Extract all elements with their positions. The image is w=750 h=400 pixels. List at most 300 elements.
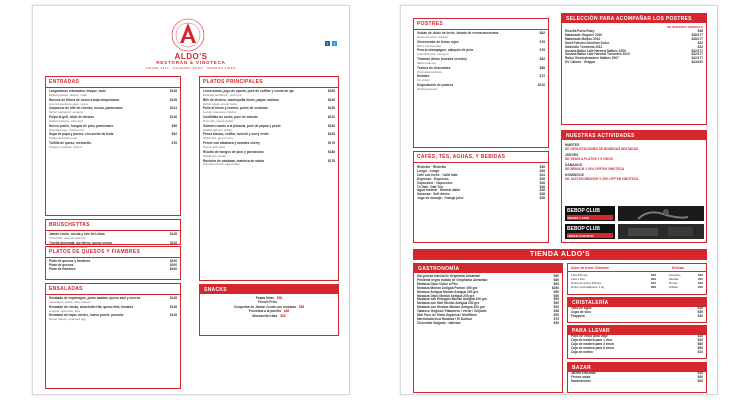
gastronomia-section xyxy=(413,263,563,393)
deli-cell: Zplitter xyxy=(669,285,679,289)
item-price: $78 xyxy=(539,39,545,44)
item-name: Espresso · Espresso xyxy=(417,176,449,181)
menu-item xyxy=(200,160,338,168)
deli-header-1: Dulce de leche Chimbote xyxy=(571,265,609,270)
item-name: Volcán de dulce de leche, helado de crema americana xyxy=(417,31,499,35)
seleccion-list xyxy=(562,30,706,65)
item-name: Pack de vinos para viaje xyxy=(571,334,608,338)
seleccion-title: SELECCIÓN PARA ACOMPAÑAR LOS POSTRES xyxy=(562,14,706,23)
item-name: Jarrito enlozado xyxy=(571,371,596,375)
tienda-title: TIENDA ALDO'S xyxy=(413,249,707,260)
item-name: Mermelada Inca Huatuax / El Dulfour xyxy=(417,316,473,321)
menu-item xyxy=(46,268,180,272)
bebop-sub-2: UNIQUE ACOUSTIC xyxy=(567,233,613,238)
item-price: $148 xyxy=(169,115,177,120)
menu-item xyxy=(46,233,180,241)
item-price: $92 xyxy=(171,132,177,137)
item-name: Capuccino · Capuccino xyxy=(417,180,453,185)
item-price: $200 xyxy=(169,262,177,267)
snack-price: $58 xyxy=(276,296,283,300)
menu-page-desserts-shop xyxy=(400,5,718,395)
menu-item xyxy=(46,142,180,150)
llevar-title: PARA LLEVAR xyxy=(568,326,706,335)
deli-section xyxy=(567,263,707,295)
item-name: Sacacorchos xyxy=(571,378,591,383)
activity-text: DE JAZZ EN BRUNCH Y 20% OFF EN VINOTECA xyxy=(565,177,639,181)
item-price: $248 xyxy=(327,97,335,102)
item-price: $32 xyxy=(697,40,703,45)
item-price: $128 xyxy=(169,97,177,102)
item-description: Penne with basil xyxy=(203,145,225,150)
quesos-list xyxy=(46,258,180,272)
snack-price: $88 xyxy=(280,313,286,318)
item-price: $98 xyxy=(171,123,177,128)
item-price: $38 xyxy=(539,168,545,173)
item-price: $210 xyxy=(327,115,335,120)
item-name: Pera al champagne, sabayón de pera xyxy=(417,48,473,53)
bruschettas-title: BRUSCHETTAS xyxy=(46,220,180,231)
item-name: Mostaza Dijon Dulce a Pitu xyxy=(417,281,458,286)
item-price: $30 xyxy=(697,306,703,310)
snacks-title: SNACKS xyxy=(200,285,338,294)
deli-cell: Lata 1 kilo xyxy=(571,277,585,281)
item-price: $38 xyxy=(539,184,545,189)
item-name: Cheesecake de frutos rojos xyxy=(417,39,459,44)
item-price: $178 xyxy=(327,141,335,146)
item-price: $32/177 xyxy=(691,52,703,57)
bebop-logo-2 xyxy=(565,224,615,239)
menu-item xyxy=(46,116,180,124)
item-price: $128 xyxy=(169,313,177,318)
item-name: Copa de vino xyxy=(571,309,592,314)
menu-item xyxy=(414,49,548,57)
menu-item xyxy=(562,61,706,65)
item-price: $30 xyxy=(697,371,703,375)
ensaladas-list xyxy=(46,295,180,322)
deli-cell: $56 xyxy=(697,273,703,277)
menu-item xyxy=(200,151,338,159)
item-name: Mostaza con Estragón Morían Antigua 200 grs xyxy=(417,297,487,302)
item-description: Sirloin steak, lemon butter xyxy=(203,101,238,106)
menu-item xyxy=(46,125,180,133)
item-price: $148 xyxy=(169,89,177,93)
item-name: Ristretto · Ristretto xyxy=(417,165,447,169)
deli-header-2: Delicias xyxy=(671,265,685,270)
deli-cell: Grandes xyxy=(669,273,681,277)
postres-list xyxy=(414,30,548,92)
item-description: Roasted tenderloin, porto jus xyxy=(203,92,242,97)
item-name: Malamado Vioguier 2010 xyxy=(565,32,603,37)
item-name: Ravioles de calabaza, manteca de salvia xyxy=(203,158,264,163)
item-price: $128 xyxy=(169,232,177,236)
item-name: Salentein Tormenta 2011 xyxy=(565,44,603,49)
menu-item xyxy=(414,67,548,75)
item-price: $90 xyxy=(553,305,559,310)
activity-day: SÁBADOS xyxy=(565,163,582,167)
item-name: Ensalada de rúcula, alcachofa frita, queso feta, tomates xyxy=(49,304,134,309)
item-price: $38 xyxy=(697,29,703,33)
cafes-title: CAFÉS, TÉS, AGUAS, Y BEBIDAS xyxy=(414,152,548,163)
snack-name: Mozzarella fritas xyxy=(252,313,278,318)
menu-item xyxy=(568,351,706,355)
item-price: $138 xyxy=(169,304,177,309)
item-price: $20 xyxy=(697,334,703,338)
item-price: $38 xyxy=(539,188,545,193)
item-price: $60 xyxy=(697,374,703,379)
item-price: $38 xyxy=(539,165,545,169)
menu-item xyxy=(200,133,338,141)
item-price: $48 xyxy=(553,309,559,314)
gastronomia-list xyxy=(414,273,562,326)
item-price: $228 xyxy=(327,132,335,137)
brand-info: DESDE 1974 · PALERMO SOHO · BUENOS AIRES xyxy=(146,66,236,70)
menu-item xyxy=(200,90,338,98)
cafes-list xyxy=(414,163,548,201)
cristaleria-list xyxy=(568,307,706,319)
deli-cell: $96 xyxy=(651,277,657,281)
item-price: $80 xyxy=(697,345,703,350)
item-price: $32 xyxy=(697,44,703,49)
item-description: Asparagus, pears, blue cheese xyxy=(49,299,91,304)
item-price: $32/177 xyxy=(691,56,703,61)
item-name: Café con leche · Caffe latte xyxy=(417,172,458,177)
activity-item xyxy=(565,163,703,171)
item-name: Miel Puro de Sidra Orgánica / Multiflora xyxy=(417,313,477,318)
item-price: $90 xyxy=(553,320,559,325)
bazar-title: BAZAR xyxy=(568,363,706,372)
item-description: Grilled prawns, bisque, mole xyxy=(49,92,87,97)
item-price: $198 xyxy=(327,106,335,111)
item-price: $188 xyxy=(327,149,335,154)
item-name: Caja de cartón xyxy=(571,349,593,354)
item-description: Grilled octopus, citric aioli xyxy=(49,118,84,123)
social-links xyxy=(325,41,337,46)
llevar-section xyxy=(567,325,707,359)
menu-item xyxy=(568,380,706,384)
item-description: Ice cream xyxy=(417,78,431,83)
item-name: Pesca blanca, coliflor, brócoli y curry verde xyxy=(203,132,269,137)
bazar-section xyxy=(567,362,707,393)
brand-subtitle: RESTORAN & VINOTECA xyxy=(156,60,226,65)
item-price: $90 xyxy=(553,301,559,306)
deli-cell: Rocas xyxy=(669,281,678,285)
item-description: Prosciutto, arugula and brie xyxy=(49,235,86,240)
item-name: Mostaza con Hierbas Morían Antigua 200 grs xyxy=(417,305,485,310)
item-name: Lungo · Lungo xyxy=(417,168,440,173)
menu-item xyxy=(414,58,548,66)
item-price: $60 xyxy=(697,341,703,346)
menu-item xyxy=(568,315,706,319)
menu-item xyxy=(414,197,548,201)
item-name: Salmón rosado a la plancha, puré de papas y pesto xyxy=(203,123,281,128)
snack-name: French Fries xyxy=(257,300,278,305)
item-name: Costillitas de cerdo, puré de camote xyxy=(203,115,258,120)
deli-cell: $68 xyxy=(651,285,657,289)
menu-item xyxy=(414,41,548,49)
item-name: Saint Felicien Semillon Dulce xyxy=(565,40,610,45)
principales-section xyxy=(199,76,339,281)
item-price: $50 xyxy=(697,309,703,314)
item-price: $88 xyxy=(539,65,545,70)
item-name: Frappera xyxy=(571,313,585,318)
menu-item xyxy=(46,306,180,314)
activity-item xyxy=(565,173,703,181)
item-price: $178 xyxy=(327,158,335,163)
item-price: $78 xyxy=(539,48,545,53)
bazar-list xyxy=(568,372,706,384)
item-name: Caja de madera para 3 vinos xyxy=(571,341,615,346)
item-price: $114 xyxy=(170,106,177,111)
item-description: Tasting dessert xyxy=(417,87,438,92)
bebop-photo-2 xyxy=(618,224,704,239)
item-price: $38 xyxy=(539,176,545,181)
deli-cell: $56 xyxy=(651,273,657,277)
activity-day: JUEVES xyxy=(565,153,579,157)
item-name: Vaso de agua xyxy=(571,306,592,310)
item-description: Berry cheesecake xyxy=(417,43,442,48)
item-name: Plato de quesos y fiambres xyxy=(49,259,91,263)
item-name: Textura de chocolates xyxy=(417,65,451,70)
item-price: $90 xyxy=(553,313,559,318)
item-name: Malamado Malbec 2010 xyxy=(565,36,601,41)
item-name: Tortilla de queso, membrillo xyxy=(49,141,92,146)
item-price: $160 xyxy=(169,266,177,271)
item-name: Sal gruesa marina Ile Grapharia Almantari xyxy=(417,274,481,278)
twitter-icon[interactable]: t xyxy=(333,41,336,46)
item-name: Bife de chorizo, mantequilla limón, papas rústicas xyxy=(203,97,279,102)
seleccion-section xyxy=(561,13,707,125)
activity-item xyxy=(565,153,703,161)
entradas-section xyxy=(45,76,181,216)
menu-item xyxy=(414,32,548,40)
item-price: $90 xyxy=(553,297,559,302)
item-description: Pork ribs, sweet potato xyxy=(203,118,234,123)
menu-item xyxy=(414,84,548,92)
item-name: Ensalada de espárragos, peras asadas, queso azul y nueces xyxy=(49,296,141,300)
item-price: $72 xyxy=(539,74,545,79)
bebop-sub-1: MOVIDA Y JAZZ xyxy=(567,215,613,220)
item-name: Langostinos rebozados, bisque, mole xyxy=(49,89,107,93)
cafes-section xyxy=(413,151,549,243)
item-price: $118 xyxy=(170,240,177,245)
deli-cell: Lata 500 grs xyxy=(571,273,588,277)
menu-item xyxy=(46,314,180,322)
entradas-title: ENTRADAS xyxy=(46,77,180,88)
item-price: $38 xyxy=(539,192,545,197)
menu-item xyxy=(46,297,180,305)
snack-name: Papas fritas xyxy=(255,296,274,300)
snack-item xyxy=(200,314,338,318)
item-price: $60 xyxy=(553,274,559,278)
activity-day: MARTES xyxy=(565,143,580,147)
menu-item xyxy=(200,116,338,124)
item-price: $90 xyxy=(553,293,559,298)
item-description: Grilled salmon, potato xyxy=(203,127,233,132)
item-description: Dulce de leche volcano xyxy=(417,34,449,39)
deli-cell: $52 xyxy=(697,277,703,281)
item-name: Chocolate Salgado · tabletas xyxy=(417,320,461,325)
gastronomia-title: GASTRONOMÍA xyxy=(414,264,562,273)
item-name: Mostaza Dijon Morían Antigua 200 grs xyxy=(417,293,475,298)
item-name: Rutini Gewürztraminer Malbec 2007 xyxy=(565,56,619,61)
activity-text: DE VINOS A PLATOS + 5 VINOS xyxy=(565,157,613,161)
item-name: Huevo poché, hongos de pino, parmesano xyxy=(49,123,114,128)
item-description: Cheese omelette, quince xyxy=(49,145,83,150)
item-price: $60 xyxy=(697,378,703,383)
item-price: $148 xyxy=(169,296,177,300)
item-price: $10 xyxy=(697,349,703,354)
item-description: Mushroom risotto xyxy=(203,153,227,158)
item-price: $44 xyxy=(539,172,545,177)
item-name: DV Catena · Grappa xyxy=(565,60,595,65)
item-name: Pollo al limón y romero, purés de verduras xyxy=(203,106,268,111)
item-name: Caja de madera para 1 vino xyxy=(571,337,613,342)
item-name: Penne con albahaca y tomates cherry xyxy=(203,141,261,146)
brand-name: ALDO'S xyxy=(174,52,208,61)
item-name: Carpaccio de bife de chorizo, rúcula, parmesano xyxy=(49,106,123,111)
item-name: Té Dalt · Dalt Tea xyxy=(417,184,443,189)
item-name: Ensalada de hojas verdes, huevo poché, panceta xyxy=(49,313,124,318)
item-description: Aldos tiramisú xyxy=(417,60,436,65)
menu-item xyxy=(46,99,180,107)
snack-price: $88 xyxy=(298,304,305,309)
item-price: $60 xyxy=(553,277,559,282)
activity-text: DE DEGUSTACIONES DE BODEGAS INVITADAS xyxy=(565,147,639,151)
item-name: Trucha ahumada, ajo tierno, queso crema xyxy=(49,240,112,245)
item-description: Smoked trout, cream cheese xyxy=(49,244,88,249)
ensaladas-section xyxy=(45,283,181,389)
cristaleria-section xyxy=(567,297,707,323)
item-name: Mostaza Morían Antigua Pommr 450 grs xyxy=(417,285,478,290)
item-name: Huevos de fritura de sesos a baja temperatura xyxy=(49,97,119,102)
postres-section xyxy=(413,18,549,148)
seleccion-subtitle: DE NUESTRA VINOTECA xyxy=(667,24,703,29)
menu-item xyxy=(200,125,338,133)
item-name: Rosella Porto Ruby xyxy=(565,29,595,33)
deli-cell: Medias xyxy=(669,277,679,281)
item-price: $38/177 xyxy=(691,36,703,41)
item-name: Mostaza Antigua Morían Antigua 200 grs xyxy=(417,289,479,294)
item-description: White fish, green curry xyxy=(203,136,234,141)
item-price: $268 xyxy=(327,89,335,93)
menu-item xyxy=(46,90,180,98)
ensaladas-title: ENSALADAS xyxy=(46,284,180,295)
item-price: $75 xyxy=(553,316,559,321)
menu-item xyxy=(200,107,338,115)
item-description: Poached pear, sabayon xyxy=(417,52,449,57)
item-description: Chocolate textures xyxy=(417,69,443,74)
item-name: Susana Balbo Late Harvest Torrontés 2010 xyxy=(565,52,630,57)
deli-cell: $46 xyxy=(651,281,657,285)
item-price: $38/177 xyxy=(691,32,703,37)
item-description: Poached egg, mushrooms xyxy=(49,127,85,132)
deli-cell: Dulce para alfajores 1 kg xyxy=(571,285,605,289)
item-name: Lomo asado, jugo de oporto, puré de coliflor y crema de ajo xyxy=(203,89,294,93)
item-price: $48 xyxy=(539,180,545,185)
item-name: Gaseosa · Soft drinks xyxy=(417,192,450,197)
principales-title: PLATOS PRINCIPALES xyxy=(200,77,338,88)
snacks-list xyxy=(200,294,338,318)
item-name: Plato de fiambres xyxy=(49,266,76,271)
item-name: Jamón crudo, rúcula y brie de Lobos xyxy=(49,232,105,236)
snack-price: $88 xyxy=(283,309,290,314)
item-price: $82 xyxy=(539,57,545,62)
snack-name: Croquetas de Jamón Crudo con mostaza xyxy=(233,304,296,309)
activity-item xyxy=(565,143,703,151)
item-name: Helados xyxy=(417,74,430,79)
item-price: $20 xyxy=(697,337,703,342)
quesos-title: PLATOS DE QUESOS Y FIAMBRES xyxy=(46,247,180,258)
activity-day: DOMINGOS xyxy=(565,173,584,177)
item-price: $30 xyxy=(697,313,703,318)
entradas-list xyxy=(46,88,180,150)
menu-item xyxy=(200,142,338,150)
postres-title: POSTRES xyxy=(414,19,548,30)
deli-list xyxy=(568,272,706,289)
menu-item xyxy=(46,107,180,115)
bebop-photo-1 xyxy=(618,206,704,221)
bebop-logo-1 xyxy=(565,206,615,221)
snacks-section xyxy=(199,284,339,336)
item-price: $90 xyxy=(553,289,559,294)
item-name: Caja de madera para 6 vinos xyxy=(571,345,615,350)
llevar-list xyxy=(568,335,706,355)
deli-row xyxy=(568,285,706,289)
item-name: Agua mineral · Mineral water xyxy=(417,188,461,193)
item-name: Susana Balbo Late Harvest Malbec 2009 xyxy=(565,48,626,53)
item-description: Low temperature eggs, sesos xyxy=(49,101,89,106)
item-name: Pulpo al grill, alioli de cítricos xyxy=(49,115,94,120)
item-price: $280 xyxy=(551,285,559,290)
item-price: $210 xyxy=(537,83,545,88)
item-price: $78 xyxy=(171,141,177,146)
menu-item xyxy=(46,133,180,141)
item-description: Potato and leek soup xyxy=(49,136,78,141)
item-price: $230 xyxy=(169,259,177,263)
item-name: Tiramisú Aldos (nuestra versión) xyxy=(417,57,467,62)
item-name: Sopa de papa y puerro, con aceite de trufa xyxy=(49,132,114,137)
item-name: Degustación de postres xyxy=(417,83,454,88)
deli-cell: Dulce de leche 450 grs xyxy=(571,281,602,285)
bebop-name-2: BEBOP CLUB xyxy=(567,226,600,232)
deli-cell: $56 xyxy=(697,285,703,289)
principales-list xyxy=(200,88,338,167)
deli-cell: $56 xyxy=(697,281,703,285)
item-price: $248 xyxy=(327,123,335,128)
facebook-icon[interactable]: f xyxy=(326,41,329,46)
item-description: Arugula, artichoke, feta xyxy=(49,308,80,313)
item-price: $82 xyxy=(539,31,545,35)
item-name: Pimienta negra molida Ile Graphania Almantari xyxy=(417,277,488,282)
actividades-title: NUESTRAS ACTIVIDADES xyxy=(562,131,706,140)
item-name: Tabasco Original / Habanero / Verde / Chipotle xyxy=(417,309,487,314)
item-name: Mostaza con Miel Morían Antigua 200 grs xyxy=(417,301,480,306)
bruschettas-section xyxy=(45,219,181,249)
actividades-list xyxy=(562,140,706,186)
item-price: $44/320 xyxy=(691,60,703,65)
menu-item xyxy=(414,322,562,326)
menu-item xyxy=(414,75,548,83)
actividades-section xyxy=(561,130,707,243)
item-price: $32/177 xyxy=(691,48,703,53)
menu-item xyxy=(200,99,338,107)
item-description: Green leaves, poached egg xyxy=(49,317,86,322)
item-name: Plato de quesos xyxy=(49,262,74,267)
item-description: Sirloin carpaccio, arugula xyxy=(49,110,83,115)
snack-name: Provoleta a la parrilla xyxy=(248,309,281,314)
item-description: Pumpkin ravioli, sage butter xyxy=(203,162,241,167)
item-name: Jugo de naranja · Orange juice xyxy=(417,196,464,201)
